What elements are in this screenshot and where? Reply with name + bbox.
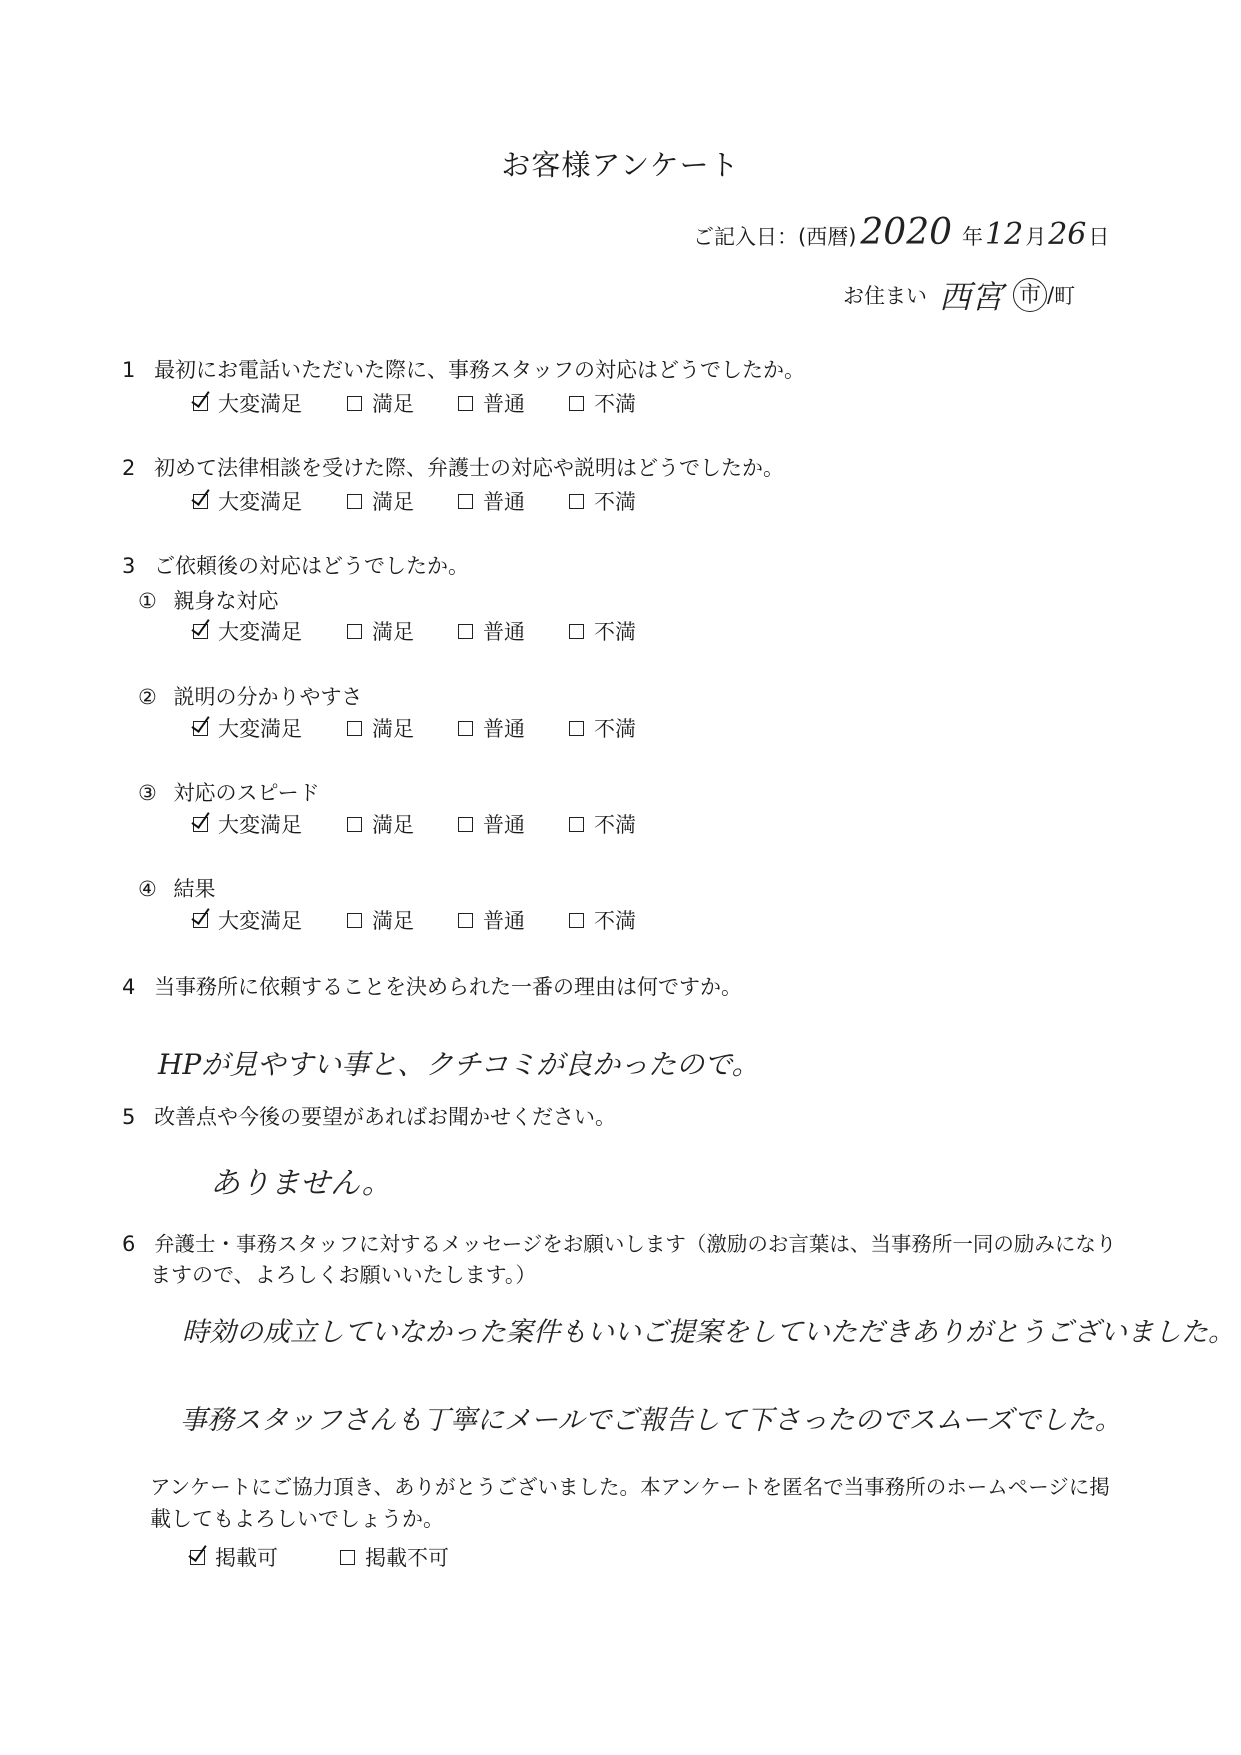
q3-sub1-text: 親身な対応 xyxy=(173,589,279,613)
q2-option-very-satisfied[interactable] xyxy=(193,486,347,516)
q3-number: 3 xyxy=(122,554,136,578)
checkbox-icon[interactable] xyxy=(340,1550,355,1565)
option-label: 不満 xyxy=(594,717,636,741)
date-line xyxy=(693,212,1109,253)
checkbox-icon[interactable] xyxy=(347,494,362,509)
city-unit-circled: 市 xyxy=(1013,278,1047,312)
option-label: 普通 xyxy=(483,909,525,933)
checkbox-icon[interactable] xyxy=(458,624,473,639)
q6-text-line1: 弁護士・事務スタッフに対するメッセージをお願いします（激励のお言葉は、当事務所一同の励みになり xyxy=(154,1232,1117,1256)
q3-sub2 xyxy=(138,681,363,711)
checkbox-icon[interactable] xyxy=(347,624,362,639)
date-day-unit: 日 xyxy=(1088,225,1110,249)
q4-question xyxy=(122,971,742,1001)
date-month-unit: 月 xyxy=(1025,225,1047,249)
q2-question xyxy=(122,452,784,482)
q3-sub3-option-neutral[interactable] xyxy=(458,809,569,839)
checkbox-icon[interactable] xyxy=(458,396,473,411)
option-label: 満足 xyxy=(372,717,414,741)
date-label: ご記入日：(西暦) xyxy=(693,225,857,249)
checkbox-checked-icon[interactable] xyxy=(190,1550,205,1565)
checkbox-icon[interactable] xyxy=(458,721,473,736)
q3-sub4-option-very-satisfied[interactable] xyxy=(193,905,347,935)
q3-sub2-options xyxy=(193,713,636,743)
option-label: 大変満足 xyxy=(218,813,302,837)
q5-question xyxy=(122,1101,616,1131)
q3-sub4-option-dissatisfied[interactable] xyxy=(569,905,636,935)
option-label: 掲載不可 xyxy=(365,1546,449,1570)
q5-text: 改善点や今後の要望があればお聞かせください。 xyxy=(154,1105,617,1129)
option-label: 大変満足 xyxy=(218,909,302,933)
q3-sub3-option-satisfied[interactable] xyxy=(347,809,458,839)
q3-sub1-options xyxy=(193,616,636,646)
closing-line2: 載してもよろしいでしょうか。 xyxy=(150,1507,444,1531)
q1-option-dissatisfied[interactable] xyxy=(569,388,636,418)
checkbox-icon[interactable] xyxy=(569,817,584,832)
checkbox-icon[interactable] xyxy=(569,721,584,736)
q6-text-line2: ますので、よろしくお願いいたします。） xyxy=(150,1263,537,1287)
q2-options xyxy=(193,486,636,516)
checkbox-icon[interactable] xyxy=(458,817,473,832)
option-label: 満足 xyxy=(372,392,414,416)
checkbox-icon[interactable] xyxy=(347,817,362,832)
q2-option-dissatisfied[interactable] xyxy=(569,486,636,516)
q3-sub1-option-very-satisfied[interactable] xyxy=(193,616,347,646)
q1-option-neutral[interactable] xyxy=(458,388,569,418)
q1-question xyxy=(122,354,805,384)
q3-sub2-option-very-satisfied[interactable] xyxy=(193,713,347,743)
checkbox-icon[interactable] xyxy=(458,913,473,928)
checkbox-checked-icon[interactable] xyxy=(193,494,208,509)
option-label: 普通 xyxy=(483,717,525,741)
checkbox-icon[interactable] xyxy=(347,913,362,928)
q3-sub4-text: 結果 xyxy=(173,877,216,901)
date-day: 26 xyxy=(1048,217,1087,252)
checkbox-icon[interactable] xyxy=(458,494,473,509)
checkbox-checked-icon[interactable] xyxy=(193,396,208,411)
option-label: 大変満足 xyxy=(218,392,302,416)
q3-sub1 xyxy=(138,585,279,615)
q3-sub1-option-dissatisfied[interactable] xyxy=(569,616,636,646)
checkbox-icon[interactable] xyxy=(569,913,584,928)
q3-sub3-text: 対応のスピード xyxy=(173,781,320,805)
q3-sub1-option-neutral[interactable] xyxy=(458,616,569,646)
q1-options xyxy=(193,388,636,418)
address-line xyxy=(843,272,1075,318)
q2-text: 初めて法律相談を受けた際、弁護士の対応や説明はどうでしたか。 xyxy=(154,456,785,480)
checkbox-icon[interactable] xyxy=(569,494,584,509)
q3-sub2-text: 説明の分かりやすさ xyxy=(173,685,363,709)
q6-answer-line2: 事務スタッフさんも丁寧にメールでご報告して下さったのでスムーズでした。 xyxy=(180,1405,1122,1436)
closing-line1: アンケートにご協力頂き、ありがとうございました。本アンケートを匿名で当事務所のホームページに掲 xyxy=(150,1475,1110,1499)
option-label: 不満 xyxy=(594,392,636,416)
option-label: 普通 xyxy=(483,813,525,837)
q4-text: 当事務所に依頼することを決められた一番の理由は何ですか。 xyxy=(154,975,743,999)
date-month: 12 xyxy=(985,217,1024,252)
checkbox-checked-icon[interactable] xyxy=(193,721,208,736)
q2-number: 2 xyxy=(122,456,136,480)
option-label: 掲載可 xyxy=(215,1546,278,1570)
q2-option-neutral[interactable] xyxy=(458,486,569,516)
publish-option-not-allowed[interactable] xyxy=(340,1542,449,1572)
q1-text: 最初にお電話いただいた際に、事務スタッフの対応はどうでしたか。 xyxy=(154,358,806,382)
option-label: 満足 xyxy=(372,620,414,644)
option-label: 普通 xyxy=(483,620,525,644)
checkbox-icon[interactable] xyxy=(347,721,362,736)
checkbox-icon[interactable] xyxy=(569,624,584,639)
option-label: 満足 xyxy=(372,909,414,933)
address-sep: / xyxy=(1047,283,1055,307)
option-label: 満足 xyxy=(372,490,414,514)
option-label: 大変満足 xyxy=(218,717,302,741)
checkbox-checked-icon[interactable] xyxy=(193,817,208,832)
option-label: 不満 xyxy=(594,620,636,644)
page-title: お客様アンケート xyxy=(501,148,740,182)
q3-sub4-options xyxy=(193,905,636,935)
q6-question xyxy=(122,1227,1116,1257)
q3-sub3-option-dissatisfied[interactable] xyxy=(569,809,636,839)
q3-sub2-option-dissatisfied[interactable] xyxy=(569,713,636,743)
checkbox-checked-icon[interactable] xyxy=(193,624,208,639)
date-year: 2020 xyxy=(860,212,953,253)
option-label: 普通 xyxy=(483,490,525,514)
q3-sub2-option-satisfied[interactable] xyxy=(347,713,458,743)
date-year-unit: 年 xyxy=(962,225,984,249)
q6-answer-line1: 時効の成立していなかった案件もいいご提案をしていただきありがとうございました。 xyxy=(182,1317,1235,1348)
option-label: 大変満足 xyxy=(218,620,302,644)
option-label: 大変満足 xyxy=(218,490,302,514)
q5-number: 5 xyxy=(122,1105,136,1129)
q3-sub4-option-neutral[interactable] xyxy=(458,905,569,935)
q3-sub3-mark: ③ xyxy=(138,781,157,805)
q5-answer: ありません。 xyxy=(210,1166,392,1201)
checkbox-checked-icon[interactable] xyxy=(193,913,208,928)
q3-sub4-mark: ④ xyxy=(138,877,157,901)
q3-sub4-option-satisfied[interactable] xyxy=(347,905,458,935)
option-label: 普通 xyxy=(483,392,525,416)
option-label: 不満 xyxy=(594,490,636,514)
publish-option-allowed[interactable] xyxy=(190,1542,340,1572)
q4-answer: HPが見やすい事と、クチコミが良かったので。 xyxy=(158,1048,760,1081)
q3-sub3-options xyxy=(193,809,636,839)
checkbox-icon[interactable] xyxy=(569,396,584,411)
q3-sub4 xyxy=(138,873,216,903)
checkbox-icon[interactable] xyxy=(347,396,362,411)
q1-option-satisfied[interactable] xyxy=(347,388,458,418)
option-label: 満足 xyxy=(372,813,414,837)
q3-text: ご依頼後の対応はどうでしたか。 xyxy=(154,554,470,578)
q3-question xyxy=(122,550,469,580)
publish-options xyxy=(190,1542,449,1572)
q3-sub2-mark: ② xyxy=(138,685,157,709)
address-town-unit: 町 xyxy=(1054,284,1076,308)
q4-number: 4 xyxy=(122,975,136,999)
address-label: お住まい xyxy=(843,284,927,308)
q6-number: 6 xyxy=(122,1232,136,1256)
q1-option-very-satisfied[interactable] xyxy=(193,388,347,418)
option-label: 不満 xyxy=(594,909,636,933)
address-city: 西宮 xyxy=(939,278,1004,316)
q3-sub2-option-neutral[interactable] xyxy=(458,713,569,743)
option-label: 不満 xyxy=(594,813,636,837)
q3-sub3 xyxy=(138,777,320,807)
q3-sub1-option-satisfied[interactable] xyxy=(347,616,458,646)
q3-sub1-mark: ① xyxy=(138,589,157,613)
q2-option-satisfied[interactable] xyxy=(347,486,458,516)
q1-number: 1 xyxy=(122,358,136,382)
q3-sub3-option-very-satisfied[interactable] xyxy=(193,809,347,839)
